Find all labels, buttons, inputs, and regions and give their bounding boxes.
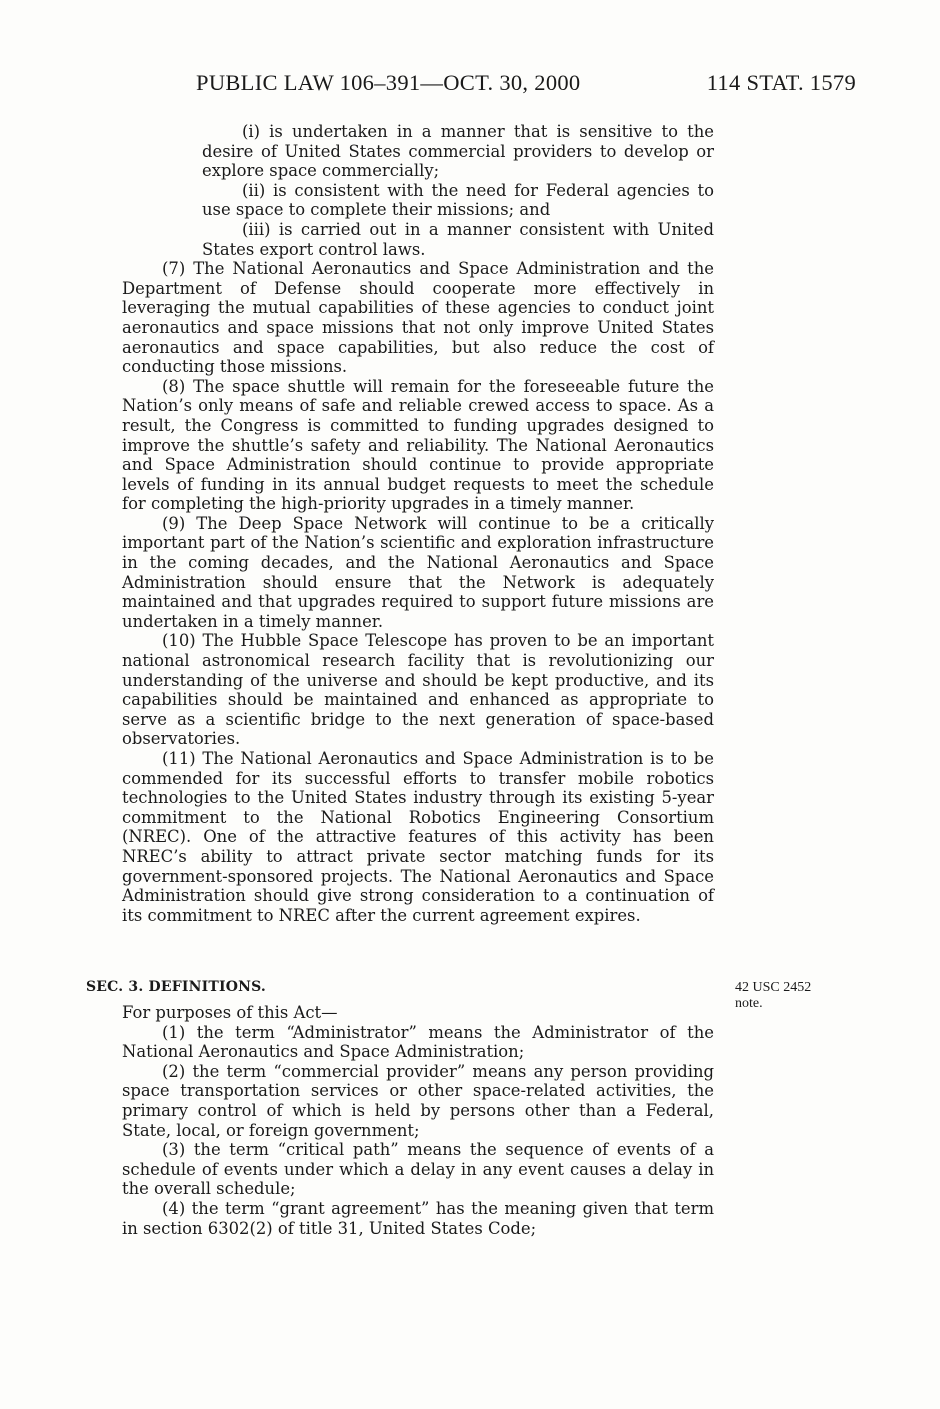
margin-note [735, 980, 845, 1012]
subclause-ii: (ii) is consistent with the need for Federal agencies to use space to complete their missions; and [202, 180, 714, 220]
definition-1: (1) the term “Administrator” means the Administrator of the National Aeronautics and Space Administration; [122, 1022, 714, 1062]
finding-9: (9) The Deep Space Network will continue to be a critically important part of the Nation’s scientific and exploration infrastructure in the coming decades, and the National Aeronautics and Space Administration should ensure that the Network is adequately maintained and that upgrades required to support future missions are undertaken in a timely manner. [122, 513, 714, 631]
finding-7: (7) The National Aeronautics and Space Administration and the Department of Defense should cooperate more effectively in leveraging the mutual capabilities of these agencies to conduct joint aeronautics and space missions that not only improve United States aeronautics and space capabilities, but also reduce the cost of conducting those missions. [122, 259, 714, 377]
subclause-i: (i) is undertaken in a manner that is sensitive to the desire of United States commercial providers to develop or explore space commercially; [202, 122, 714, 181]
finding-8: (8) The space shuttle will remain for the foreseeable future the Nation’s only means of safe and reliable crewed access to space. As a result, the Congress is committed to funding upgrades designed to improve the shuttle’s safety and reliability. The National Aeronautics and Space Administration should continue to provide appropriate levels of funding in its annual budget requests to meet the schedule for completing the high-priority upgrades in a timely manner. [122, 376, 714, 514]
margin-note-label: note. [735, 996, 763, 1011]
definitions-text [122, 1003, 714, 1238]
finding-10: (10) The Hubble Space Telescope has proven to be an important national astronomical research facility that is revolutionizing our understanding of the universe and should be kept productive, and its capabilities should be maintained and enhanced as appropriate to serve as a scientific bridge to the next generation of space-based observatories. [122, 631, 714, 749]
definition-4: (4) the term “grant agreement” has the meaning given that term in section 6302(2) of title 31, United States Code; [122, 1198, 714, 1238]
law-citation: PUBLIC LAW 106–391—OCT. 30, 2000 [196, 70, 581, 95]
margin-note-citation: 42 USC 2452 [735, 980, 812, 995]
subclause-iii: (iii) is carried out in a manner consistent with United States export control laws. [202, 219, 714, 259]
running-header [196, 70, 856, 100]
findings-text [122, 122, 714, 925]
definition-2: (2) the term “commercial provider” means any person providing space transportation services or other space-related activities, the primary control of which is held by persons other than a Federal, State, local, or foreign government; [122, 1061, 714, 1140]
definitions-intro: For purposes of this Act— [122, 1003, 338, 1022]
section-heading: SEC. 3. DEFINITIONS. [86, 979, 267, 995]
statute-page-number: 114 STAT. 1579 [706, 70, 856, 95]
finding-11: (11) The National Aeronautics and Space Administration is to be commended for its successful efforts to transfer mobile robotics technologies to the United States industry through its existing 5-year commitment to the National Robotics Engineering Consortium (NREC). One of the attractive features of this activity has been NREC’s ability to attract private sector matching funds for its government-sponsored projects. The National Aeronautics and Space Administration should give strong consideration to a continuation of its commitment to NREC after the current agreement expires. [122, 749, 714, 925]
definition-3: (3) the term “critical path” means the sequence of events of a schedule of events under which a delay in any event causes a delay in the overall schedule; [122, 1140, 714, 1199]
